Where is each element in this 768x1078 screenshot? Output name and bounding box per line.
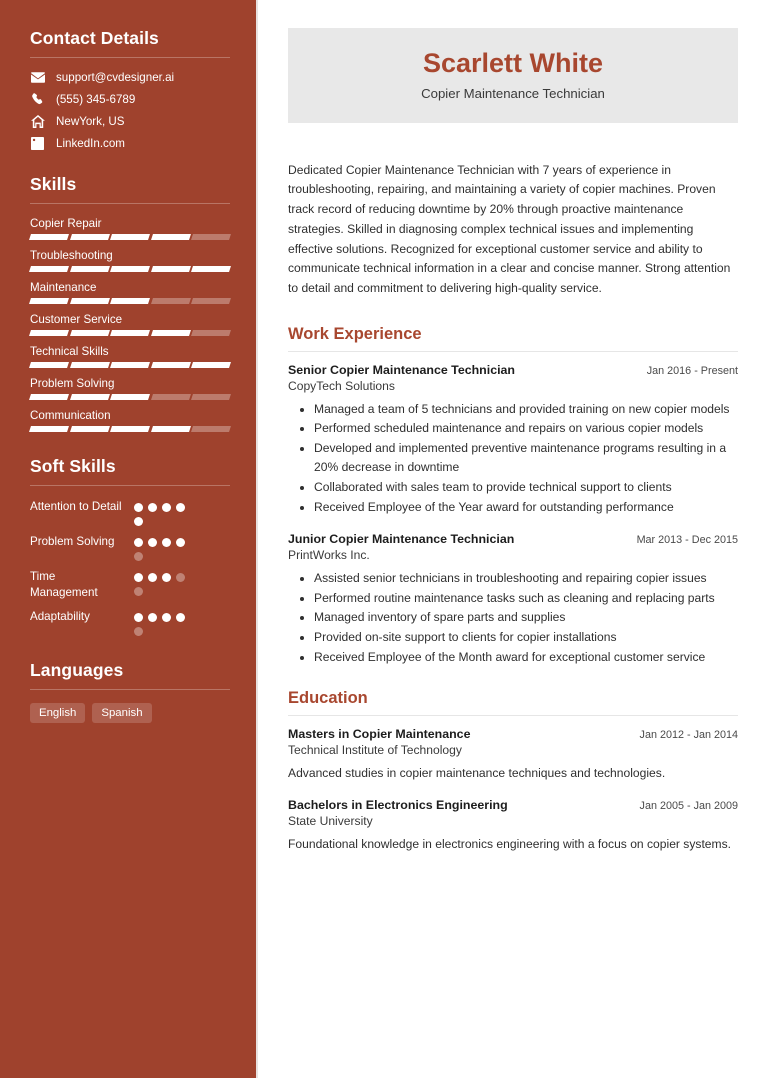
skill-rating-bar <box>30 266 230 272</box>
education-degree: Masters in Copier Maintenance <box>288 727 471 742</box>
soft-skill-dot <box>134 627 143 636</box>
soft-skill-dot <box>148 573 157 582</box>
skill-segment <box>191 266 231 272</box>
skill-segment <box>70 298 110 304</box>
skill-rating-bar <box>30 362 230 368</box>
skill-segment <box>191 298 231 304</box>
contact-heading: Contact Details <box>30 28 159 48</box>
soft-skill-dot <box>148 538 157 547</box>
skill-rating-bar <box>30 234 230 240</box>
soft-skill-dot <box>162 538 171 547</box>
contact-location-text: NewYork, US <box>56 115 125 128</box>
soft-skill-item <box>30 609 230 636</box>
education-degree: Bachelors in Electronics Engineering <box>288 797 508 812</box>
contact-item-phone[interactable] <box>30 93 230 106</box>
page-title: Scarlett White <box>422 48 604 78</box>
skill-segment <box>191 394 231 400</box>
education-description: Advanced studies in copier maintenance techniques and technologies. <box>288 766 666 781</box>
job-title: Copier Maintenance Technician <box>421 85 605 101</box>
education-entry-header <box>288 727 738 741</box>
skill-rating-bar <box>30 298 230 304</box>
contact-item-email[interactable] <box>30 71 230 84</box>
skill-segment <box>29 362 69 368</box>
work-bullet: • Managed inventory of spare parts and supplies <box>314 608 738 627</box>
soft-skill-item <box>30 534 230 561</box>
soft-skill-rating <box>134 499 186 526</box>
soft-skill-rating <box>134 609 186 636</box>
soft-skill-label: Time Management <box>30 570 98 599</box>
soft-skill-dot <box>176 613 185 622</box>
skill-segment <box>110 362 150 368</box>
soft-skill-item <box>30 499 230 526</box>
work-company: PrintWorks Inc. <box>288 547 370 562</box>
skill-item <box>30 281 230 304</box>
contact-email-text: support@cvdesigner.ai <box>56 71 175 84</box>
skill-label: Technical Skills <box>30 345 109 358</box>
work-experience-heading: Work Experience <box>288 324 422 343</box>
skill-segment <box>110 298 150 304</box>
skill-segment <box>191 362 231 368</box>
work-entries <box>288 363 738 667</box>
main-content <box>258 0 768 1078</box>
work-bullet: • Collaborated with sales team to provide technical support to clients <box>314 478 738 497</box>
skill-label: Copier Repair <box>30 217 102 230</box>
skill-segment <box>191 330 231 336</box>
education-date: Jan 2005 - Jan 2009 <box>639 799 738 812</box>
work-entry-header <box>288 363 738 377</box>
education-section <box>288 689 738 854</box>
skill-rating-bar <box>30 426 230 432</box>
education-entries <box>288 727 738 854</box>
skill-rating-bar <box>30 330 230 336</box>
skill-item <box>30 345 230 368</box>
skill-segment <box>151 266 191 272</box>
work-date: Mar 2013 - Dec 2015 <box>636 533 738 546</box>
soft-skill-dot <box>176 503 185 512</box>
skill-item <box>30 409 230 432</box>
soft-skill-dot <box>162 503 171 512</box>
envelope-icon <box>30 72 45 83</box>
soft-skill-dot <box>176 573 185 582</box>
skill-segment <box>70 426 110 432</box>
skill-label: Communication <box>30 409 111 422</box>
soft-skill-rating <box>134 569 186 596</box>
skill-segment <box>151 394 191 400</box>
skill-segment <box>151 330 191 336</box>
work-entry <box>288 363 738 517</box>
skills-section <box>30 174 230 432</box>
contact-list <box>30 71 230 150</box>
contact-divider <box>30 57 230 58</box>
work-role: Junior Copier Maintenance Technician <box>288 531 515 546</box>
education-description: Foundational knowledge in electronics engineering with a focus on copier systems. <box>288 836 732 851</box>
work-bullet-list <box>288 400 738 517</box>
soft-skills-list <box>30 499 230 636</box>
soft-skill-label: Problem Solving <box>30 535 115 548</box>
work-entry <box>288 532 738 667</box>
education-date: Jan 2012 - Jan 2014 <box>639 729 738 742</box>
soft-skill-dot <box>162 613 171 622</box>
education-entry <box>288 798 738 854</box>
skill-segment <box>70 394 110 400</box>
soft-skill-dot <box>134 573 143 582</box>
language-pill: Spanish <box>92 703 151 723</box>
skills-divider <box>30 203 230 204</box>
skill-label: Problem Solving <box>30 377 115 390</box>
education-school: State University <box>288 813 373 828</box>
skill-segment <box>110 234 150 240</box>
education-entry-header <box>288 798 738 812</box>
soft-skill-dot <box>162 573 171 582</box>
languages-divider <box>30 689 230 690</box>
work-company: CopyTech Solutions <box>288 378 395 393</box>
education-school: Technical Institute of Technology <box>288 743 462 758</box>
soft-skills-divider <box>30 485 230 486</box>
languages-heading: Languages <box>30 659 124 680</box>
soft-skill-dot <box>134 503 143 512</box>
education-entry <box>288 727 738 783</box>
skill-segment <box>29 394 69 400</box>
language-pill: English <box>30 703 85 723</box>
work-entry-header <box>288 532 738 546</box>
skill-segment <box>70 330 110 336</box>
soft-skills-section <box>30 456 230 636</box>
skill-segment <box>29 234 69 240</box>
soft-skill-dot <box>134 587 143 596</box>
soft-skill-dot <box>148 503 157 512</box>
work-bullet: • Assisted senior technicians in troubleshooting and repairing copier issues <box>314 569 738 588</box>
skill-segment <box>29 266 69 272</box>
skill-item <box>30 249 230 272</box>
skill-segment <box>191 234 231 240</box>
skill-segment <box>151 426 191 432</box>
skill-item <box>30 377 230 400</box>
skill-segment <box>110 330 150 336</box>
work-experience-section <box>288 325 738 667</box>
soft-skill-dot <box>134 552 143 561</box>
work-bullet: • Performed routine maintenance tasks such as cleaning and replacing parts <box>314 589 738 608</box>
skills-list <box>30 217 230 432</box>
skill-segment <box>151 362 191 368</box>
work-bullet: • Developed and implemented preventive maintenance programs resulting in a 20% decrease in downtime <box>314 439 738 477</box>
work-bullet: • Managed a team of 5 technicians and provided training on new copier models <box>314 400 738 419</box>
work-bullet: • Provided on-site support to clients for copier installations <box>314 628 738 647</box>
education-heading: Education <box>288 689 368 708</box>
skill-segment <box>70 266 110 272</box>
skill-segment <box>29 298 69 304</box>
contact-phone-text: (555) 345-6789 <box>56 93 136 106</box>
sidebar <box>0 0 258 1078</box>
contact-item-linkedin[interactable] <box>30 137 230 150</box>
soft-skill-item <box>30 569 230 601</box>
skill-segment <box>110 394 150 400</box>
soft-skill-dot <box>134 517 143 526</box>
work-role: Senior Copier Maintenance Technician <box>288 362 515 377</box>
work-date: Jan 2016 - Present <box>646 364 738 377</box>
professional-summary: Dedicated Copier Maintenance Technician with 7 years of experience in troubleshooting, repairing, and maintaining a variety of copier machines. Proven track record of reducing downtime by 20% through proactive maintenance strategies. Skilled in diagnosing complex technical issues and implementing effective solutions. Recognized for exceptional customer service and ability to communicate technical information in a clear and concise manner. Strong attention to detail and commitment to delivering high-quality service. <box>288 162 731 295</box>
soft-skill-rating <box>134 534 186 561</box>
soft-skill-dot <box>134 613 143 622</box>
languages-list <box>30 703 230 723</box>
skill-segment <box>70 234 110 240</box>
soft-skill-dot <box>134 538 143 547</box>
contact-linkedin-text: LinkedIn.com <box>56 137 125 150</box>
skill-segment <box>29 330 69 336</box>
skill-item <box>30 313 230 336</box>
linkedin-icon <box>30 137 45 150</box>
work-bullet: • Received Employee of the Month award for exceptional customer service <box>314 648 738 667</box>
skill-label: Maintenance <box>30 281 97 294</box>
languages-section <box>30 660 230 723</box>
skill-segment <box>151 234 191 240</box>
soft-skill-label: Attention to Detail <box>30 500 122 513</box>
soft-skill-label: Adaptability <box>30 609 90 623</box>
skill-segment <box>110 266 150 272</box>
work-bullet: • Received Employee of the Year award for outstanding performance <box>314 498 738 517</box>
skill-segment <box>29 426 69 432</box>
home-icon <box>30 115 45 128</box>
soft-skills-heading: Soft Skills <box>30 456 116 476</box>
name-card <box>288 28 738 123</box>
soft-skill-dot <box>176 538 185 547</box>
work-bullet: • Performed scheduled maintenance and repairs on various copier models <box>314 419 738 438</box>
skill-segment <box>191 426 231 432</box>
skill-label: Troubleshooting <box>30 249 113 262</box>
skill-segment <box>110 426 150 432</box>
skill-segment <box>70 362 110 368</box>
skill-segment <box>151 298 191 304</box>
skill-rating-bar <box>30 394 230 400</box>
contact-section <box>30 28 230 150</box>
contact-item-location[interactable] <box>30 115 230 128</box>
education-divider <box>288 715 738 716</box>
soft-skill-dot <box>148 613 157 622</box>
skill-item <box>30 217 230 240</box>
work-bullet-list <box>288 569 738 667</box>
work-experience-divider <box>288 351 738 352</box>
phone-icon <box>30 93 45 106</box>
skills-heading: Skills <box>30 174 77 194</box>
skill-label: Customer Service <box>30 313 123 326</box>
